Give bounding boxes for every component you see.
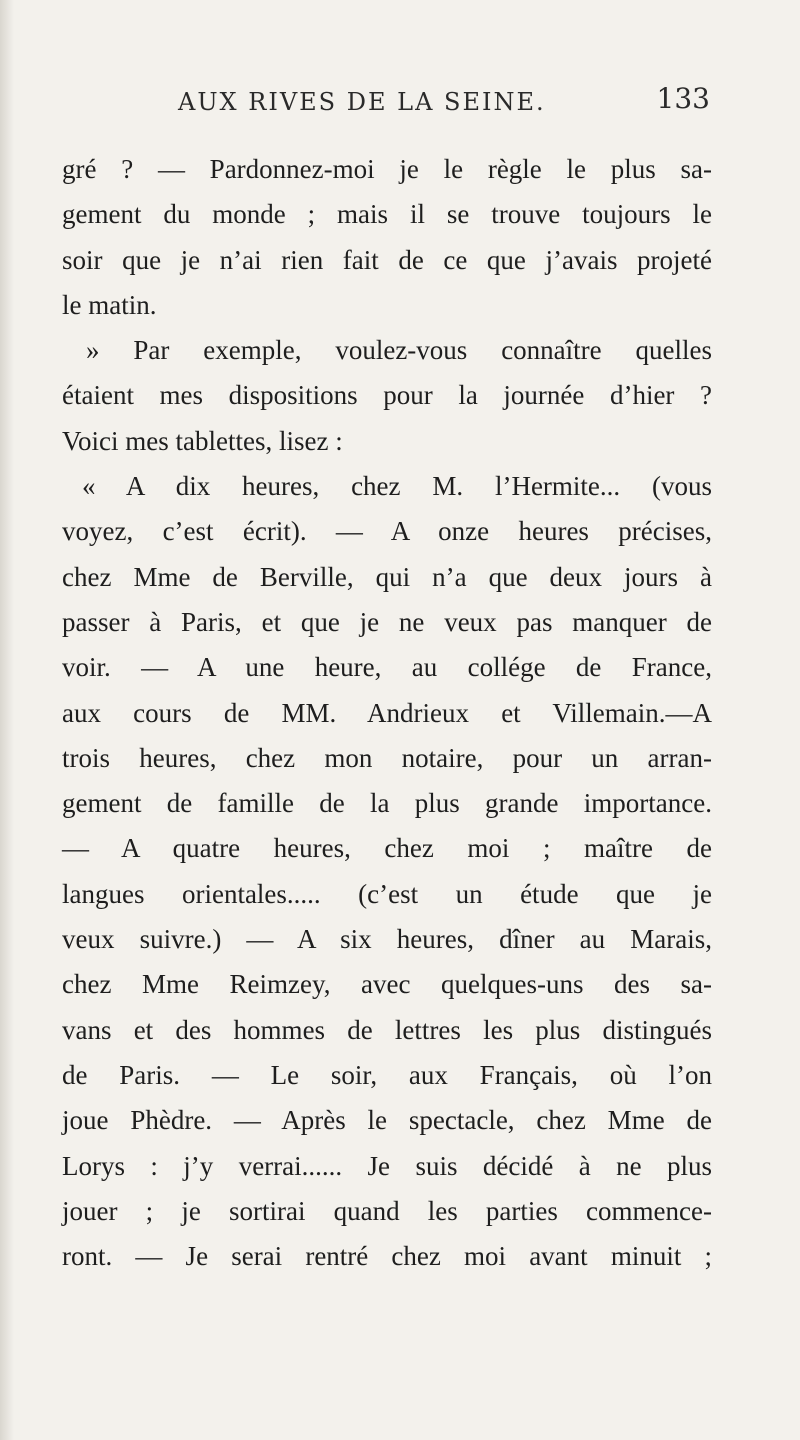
text-line: trois heures, chez mon notaire, pour un arran- <box>62 742 712 773</box>
text-line: gement du monde ; mais il se trouve toujours le <box>62 199 712 230</box>
text-line: » Par exemple, voulez-vous connaître quelles <box>86 335 712 366</box>
text-line: étaient mes dispositions pour la journée d’hier ? <box>62 380 712 411</box>
text-line: joue Phèdre. — Après le spectacle, chez Mme de <box>62 1105 712 1136</box>
text-line: gement de famille de la plus grande importance. <box>62 788 712 819</box>
text-line: le matin. <box>62 289 157 320</box>
text-line: ront. — Je serai rentré chez moi avant minuit ; <box>62 1241 712 1272</box>
text-line: veux suivre.) — A six heures, dîner au Marais, <box>62 924 712 955</box>
body-text <box>62 147 712 1279</box>
binding-shadow <box>0 0 14 1440</box>
text-line: Lorys : j’y verrai...... Je suis décidé à ne plus <box>62 1150 712 1181</box>
text-line: langues orientales..... (c’est un étude que je <box>62 878 712 909</box>
text-line: soir que je n’ai rien fait de ce que j’avais projeté <box>62 244 712 275</box>
text-line: jouer ; je sortirai quand les parties commence- <box>62 1195 712 1226</box>
text-line: Voici mes tablettes, lisez : <box>62 425 343 456</box>
text-line: voir. — A une heure, au collége de France, <box>62 652 712 683</box>
page-number: 133 <box>656 82 710 115</box>
text-line: vans et des hommes de lettres les plus distingués <box>62 1014 712 1045</box>
running-head-title: AUX RIVES DE LA SEINE. <box>178 88 546 116</box>
text-line: chez Mme Reimzey, avec quelques-uns des sa- <box>62 969 712 1000</box>
text-line: gré ? — Pardonnez-moi je le règle le plus sa- <box>62 154 712 184</box>
text-line: passer à Paris, et que je ne veux pas manquer de <box>62 606 712 637</box>
text-line: aux cours de MM. Andrieux et Villemain.—A <box>62 697 712 728</box>
text-line: chez Mme de Berville, qui n’a que deux jours à <box>62 561 712 592</box>
text-line: voyez, c’est écrit). — A onze heures précises, <box>62 516 712 547</box>
text-line: « A dix heures, chez M. l’Hermite... (vous <box>82 471 712 502</box>
text-line: — A quatre heures, chez moi ; maître de <box>62 833 712 864</box>
running-head <box>130 82 710 128</box>
text-line: de Paris. — Le soir, aux Français, où l’on <box>62 1059 712 1090</box>
